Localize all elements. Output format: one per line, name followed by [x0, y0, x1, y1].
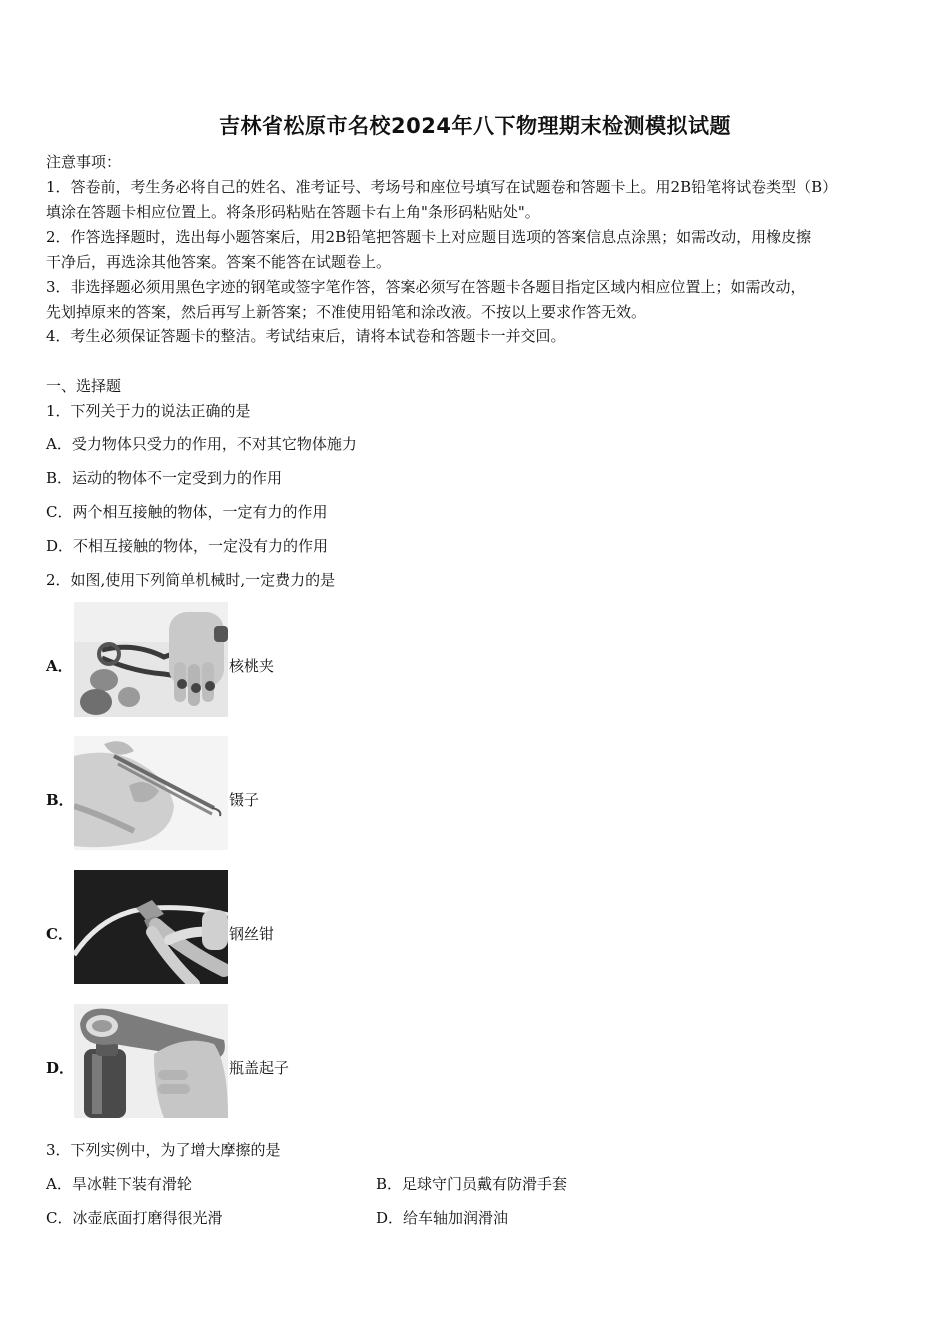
notice-line: 2．作答选择题时，选出每小题答案后，用2B铅笔把答题卡上对应题目选项的答案信息点涂黑；如需改动，用橡皮擦 [46, 228, 812, 246]
question-1-option-d: D．不相互接触的物体，一定没有力的作用 [46, 537, 329, 555]
question-1-stem: 1．下列关于力的说法正确的是 [46, 402, 251, 420]
question-2-stem: 2．如图,使用下列简单机械时,一定费力的是 [46, 571, 336, 589]
question-3-stem: 3．下列实例中，为了增大摩擦的是 [46, 1141, 281, 1159]
question-2-option-a-letter: A． [46, 657, 73, 675]
notice-heading: 注意事项： [46, 153, 122, 171]
question-2-option-b-letter: B． [46, 791, 74, 809]
question-1-option-b: B．运动的物体不一定受到力的作用 [46, 469, 283, 487]
question-2-option-b-label: 镊子 [229, 791, 260, 809]
section-heading: 一、选择题 [46, 377, 122, 395]
notice-line: 干净后，再选涂其他答案。答案不能答在试题卷上。 [46, 253, 392, 271]
notice-line: 先划掉原来的答案，然后再写上新答案；不准使用铅笔和涂改液。不按以上要求作答无效。 [46, 303, 647, 321]
nutcracker-photo [74, 602, 228, 717]
notice-line: 4．考生必须保证答题卡的整洁。考试结束后，请将本试卷和答题卡一并交回。 [46, 327, 566, 345]
question-1-option-c: C．两个相互接触的物体，一定有力的作用 [46, 503, 328, 521]
question-2-option-c-letter: C． [46, 925, 73, 943]
question-1-option-a: A．受力物体只受力的作用，不对其它物体施力 [46, 435, 357, 453]
page-title: 吉林省松原市名校2024年八下物理期末检测模拟试题 [219, 114, 731, 138]
notice-line: 1．答卷前，考生务必将自己的姓名、准考证号、考场号和座位号填写在试题卷和答题卡上。用2B铅笔将试卷类型（B） [46, 178, 838, 196]
question-3-option-c: C．冰壶底面打磨得很光滑 [46, 1209, 223, 1227]
question-2-option-d-label: 瓶盖起子 [229, 1059, 290, 1077]
notice-line: 3．非选择题必须用黑色字迹的钢笔或签字笔作答，答案必须写在答题卡各题目指定区域内相应位置上；如需改动， [46, 278, 806, 296]
question-2-option-c-label: 钢丝钳 [229, 925, 275, 943]
tweezers-photo [74, 736, 228, 850]
question-2-option-a-label: 核桃夹 [229, 657, 275, 675]
question-3-option-d: D．给车轴加润滑油 [376, 1209, 509, 1227]
pliers-photo [74, 870, 228, 984]
question-2-option-d-letter: D． [46, 1059, 75, 1077]
bottle-opener-photo [74, 1004, 228, 1118]
question-3-option-b: B．足球守门员戴有防滑手套 [376, 1175, 568, 1193]
question-3-option-a: A．旱冰鞋下装有滑轮 [46, 1175, 192, 1193]
notice-line: 填涂在答题卡相应位置上。将条形码粘贴在答题卡右上角"条形码粘贴处"。 [46, 203, 540, 221]
